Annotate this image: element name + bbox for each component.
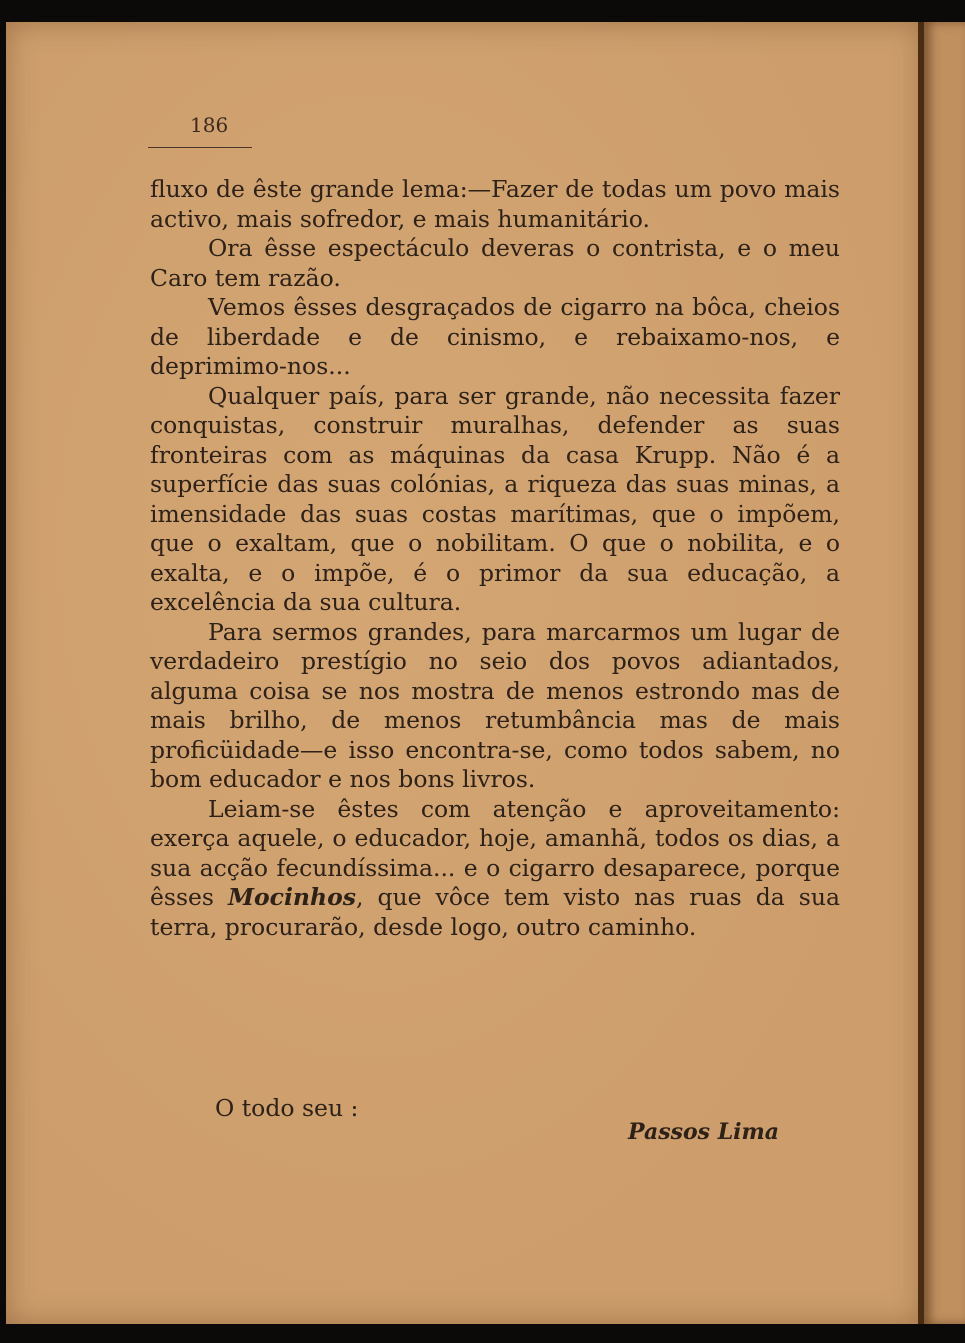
- paragraph-2: Ora êsse espectáculo deveras o contrista, e o meu Caro tem razão.: [150, 234, 840, 292]
- paragraph-6-start: Leiam-se êstes com atenção e aproveitamento: exerça aquele, o educador, hoje, amanhã, todos os dias, a sua acção fecundíssima... e o cigarro desaparece, porque êsses: [150, 794, 840, 911]
- paragraph-6: [150, 795, 840, 943]
- body-text: [150, 175, 840, 942]
- signature: Passos Lima: [628, 1119, 780, 1145]
- paragraph-5: Para sermos grandes, para marcarmos um lugar de verdadeiro prestígio no seio dos povos adiantados, alguma coisa se nos mostra de menos estrondo mas de mais brilho, de menos retumbância mas de mais proficüidade—e isso encontra-se, como todos sabem, no bom educador e nos bons livros.: [150, 617, 840, 793]
- page-number: 186: [190, 113, 229, 137]
- facing-page-edge: [924, 22, 965, 1324]
- paragraph-6-emphasis: Mocinhos: [228, 883, 356, 911]
- paragraph-1: fluxo de êste grande lema:—Fazer de todas um povo mais activo, mais sofredor, e mais humanitário.: [150, 175, 840, 233]
- page-number-rule: [148, 147, 252, 148]
- paragraph-4: Qualquer país, para ser grande, não necessita fazer conquistas, construir muralhas, defender as suas fronteiras com as máquinas da casa Krupp. Não é a superfície das suas colónias, a riqueza das suas minas, a imensidade das suas costas marítimas, que o impõem, que o exaltam, que o nobilitam. O que o nobilita, e o exalta, e o impõe, é o primor da sua educação, a excelência da sua cultura.: [150, 381, 840, 616]
- paragraph-3: Vemos êsses desgraçados de cigarro na bôca, cheios de liberdade e de cinismo, e rebaixamo-nos, e deprimimo-nos...: [150, 293, 840, 380]
- paragraph-6-end: , que vôce tem visto nas ruas da sua terra, procurarão, desde logo, outro caminho.: [150, 883, 840, 941]
- closing-line: O todo seu :: [215, 1094, 359, 1122]
